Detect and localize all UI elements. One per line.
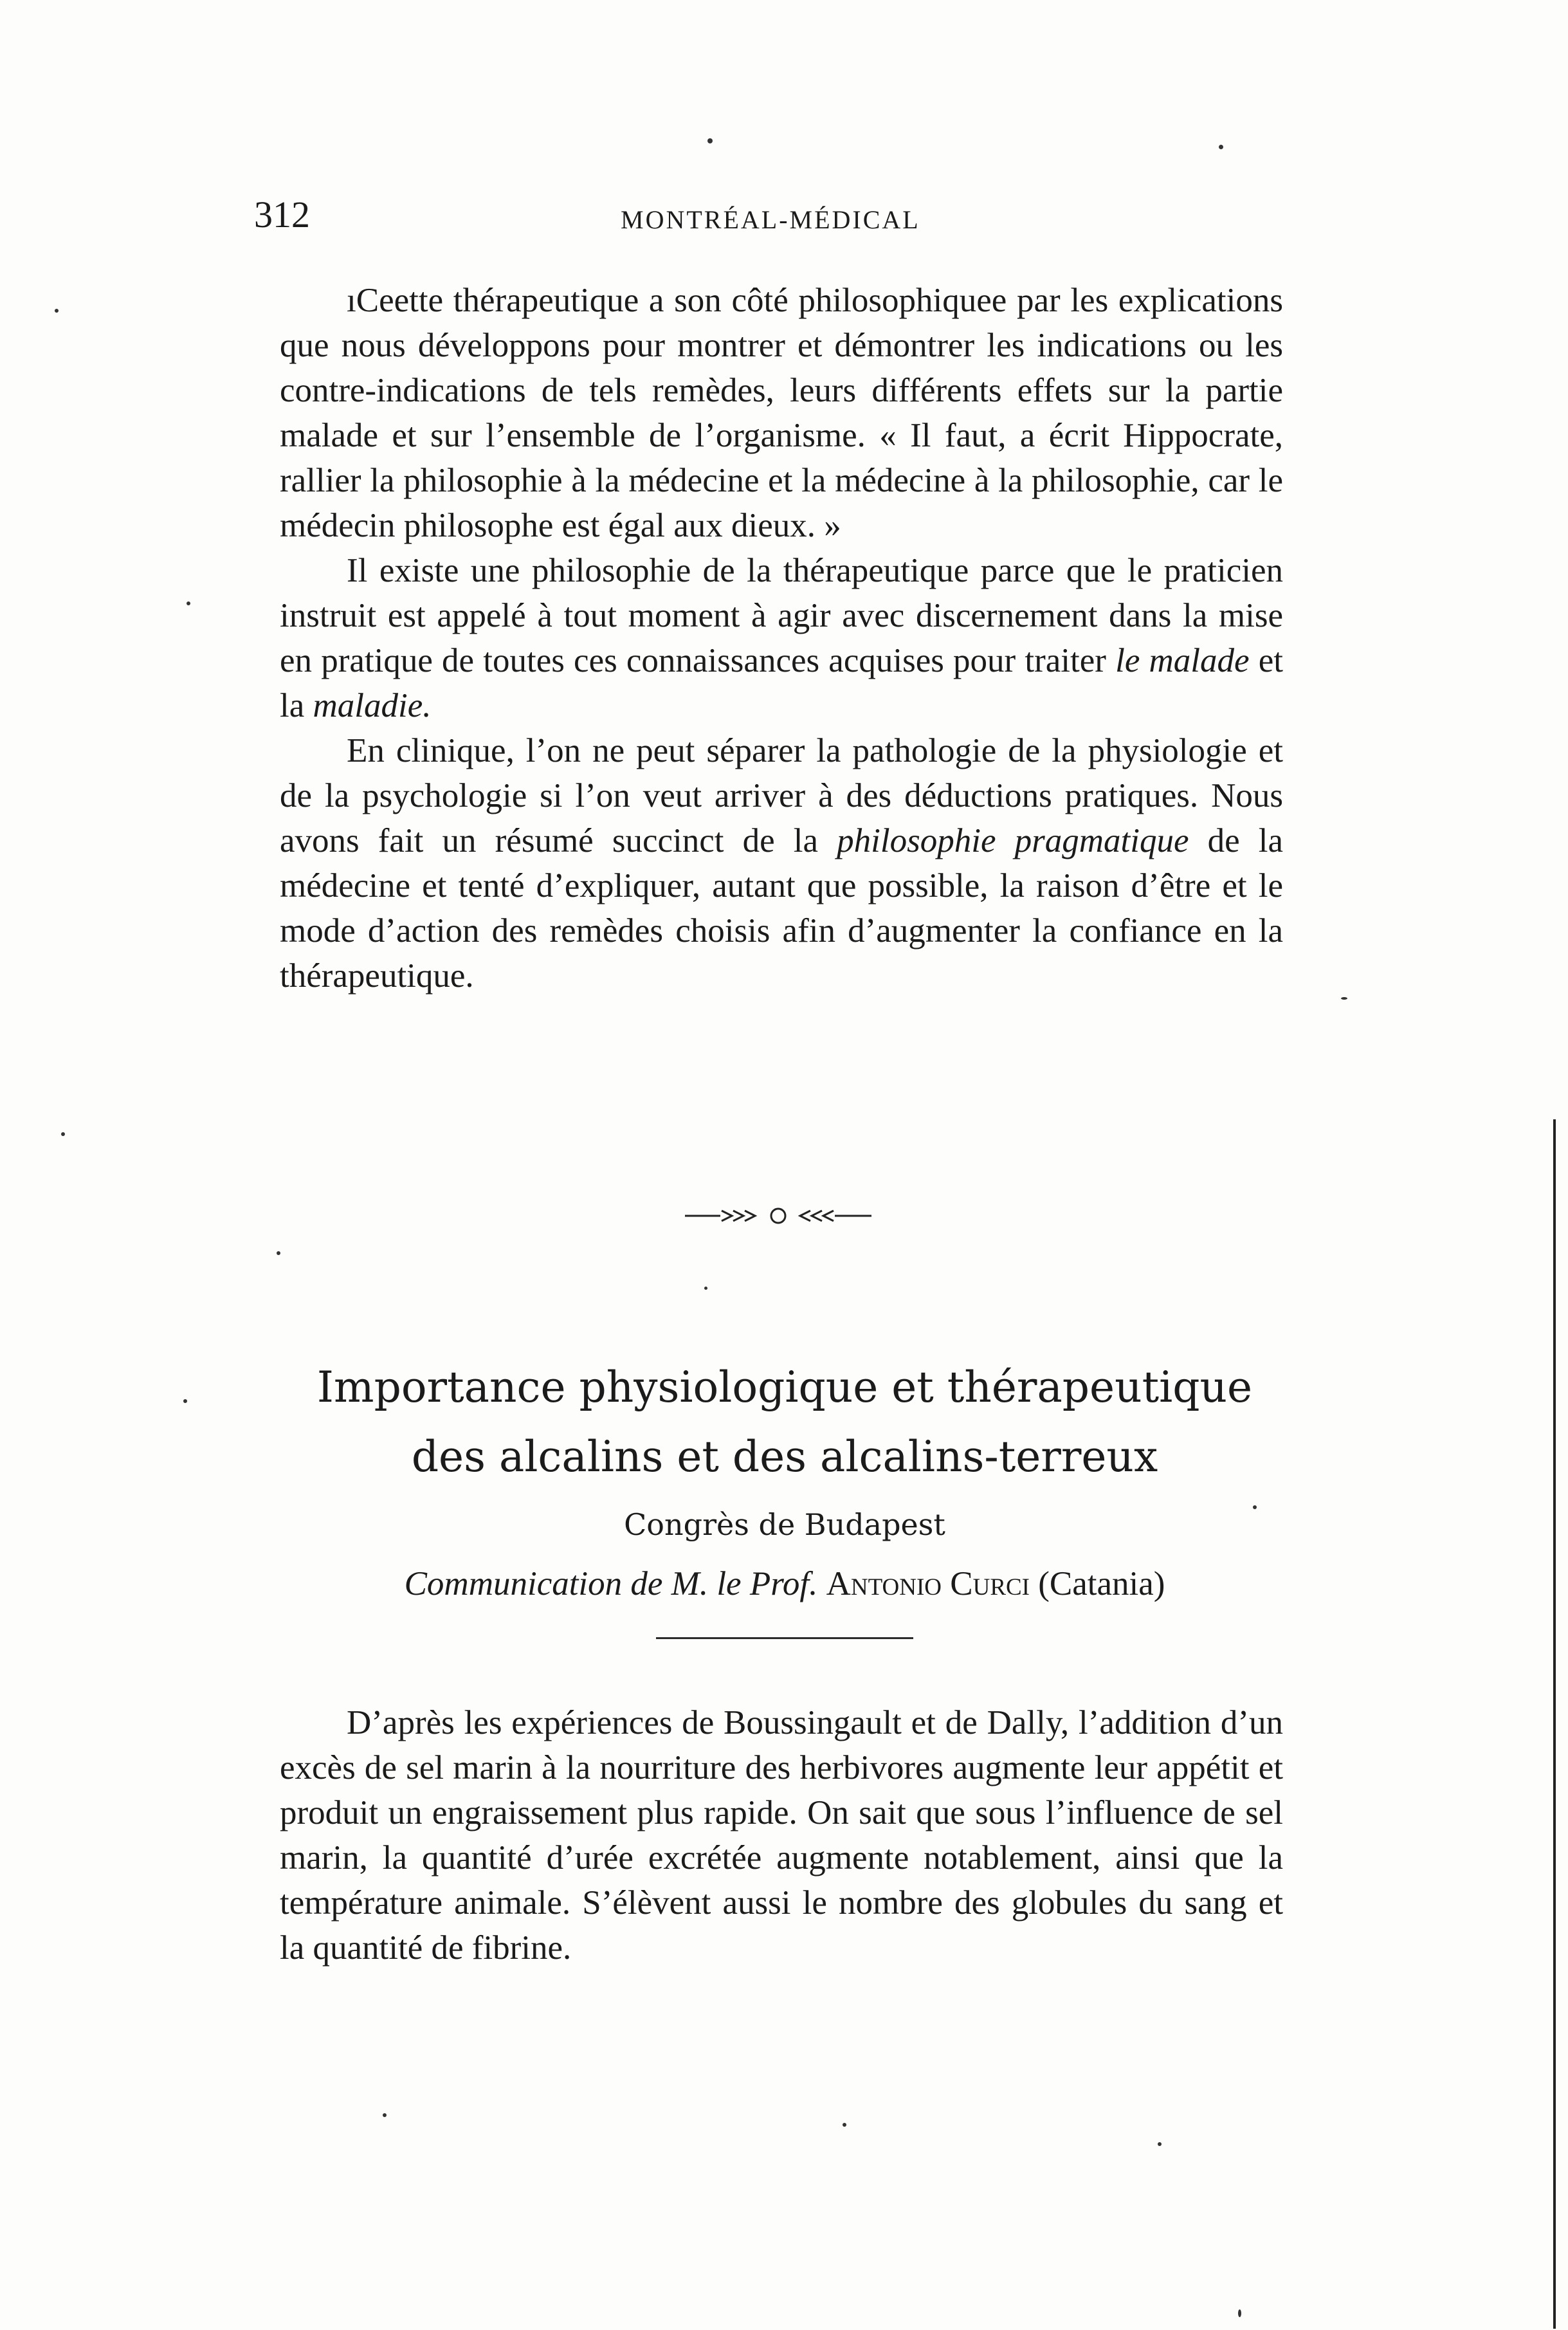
scan-speck bbox=[843, 2123, 846, 2127]
scan-speck bbox=[707, 138, 713, 143]
scan-speck bbox=[1219, 145, 1223, 149]
ornament-center bbox=[771, 1209, 785, 1223]
scan-speck bbox=[61, 1132, 65, 1136]
scan-speck bbox=[277, 1251, 280, 1255]
margin-strip bbox=[1553, 1119, 1556, 2329]
scan-speck bbox=[55, 309, 59, 313]
scan-speck bbox=[1238, 2309, 1241, 2317]
scan-speck bbox=[383, 2113, 387, 2117]
scan-speck bbox=[704, 1287, 707, 1290]
ornament-arrows-left bbox=[722, 1211, 755, 1221]
article-text bbox=[280, 1700, 1283, 1970]
article-title-line-1: Importance physiologique et thérapeutique bbox=[316, 1362, 1253, 1412]
paragraph-3-text: En clinique, l’on ne peut séparer la pathologie de la physiologie et de la psychologie si l’on veut arriver à des déductions pratiques. Nous avons fait un résumé succinct de la bbox=[280, 732, 1283, 859]
scan-speck bbox=[1253, 1505, 1257, 1509]
paragraph-3-rest: de la médecine et tenté d’expliquer, autant que possible, la raison d’être et le mode d’action des remèdes choisis afin d’augmenter la confiance en la thérapeutique. bbox=[280, 822, 1283, 995]
paragraph-1: ıCeette thérapeutique a son côté philosophiquee par les explications que nous développons pour montrer et démontrer les indications ou les contre-indications de tels remèdes, leurs différents effets sur la partie malade et sur l’ensemble de l’organisme. « Il faut, a écrit Hippocrate, rallier la philosophie à la médecine et la médecine à la philosophie, car le médecin philosophe est égal aux dieux. » bbox=[280, 282, 1283, 544]
byline-place: (Catania) bbox=[1038, 1565, 1165, 1602]
ornament-divider bbox=[682, 1203, 875, 1229]
article-subtitle: Congrès de Budapest bbox=[624, 1507, 945, 1542]
emphasis-maladie: maladie. bbox=[313, 687, 432, 724]
paragraph-2 bbox=[280, 548, 1283, 728]
paragraph-3 bbox=[280, 728, 1283, 998]
running-head: MONTRÉAL-MÉDICAL bbox=[621, 205, 920, 234]
article-paragraph-1: D’après les expériences de Boussingault et de Dally, l’addition d’un excès de sel marin à la nourriture des herbivores augmente leur appétit et produit un engraissement plus rapide. On sait que sous l’influence de sel marin, la quantité d’urée excrétée augmente notablement, ainsi que la température animale. S’élèvent aussi le nombre des globules du sang et la quantité de fibrine. bbox=[280, 1704, 1283, 1967]
paragraph-2-mid: et la bbox=[280, 642, 1283, 724]
byline-prefix: Communication de M. le Prof. bbox=[404, 1565, 818, 1602]
byline-author: Antonio Curci bbox=[826, 1565, 1030, 1602]
continued-text bbox=[280, 278, 1283, 998]
title-rule bbox=[656, 1637, 913, 1639]
scan-speck bbox=[187, 601, 190, 605]
article-byline bbox=[193, 1564, 1376, 1603]
scan-speck bbox=[1158, 2142, 1162, 2146]
article-title-line-2: des alcalins et des alcalins-terreux bbox=[411, 1432, 1158, 1481]
paragraph-2-text: Il existe une philosophie de la thérapeutique parce que le praticien instruit est appelé à tout moment à agir avec discernement dans la mise en pratique de toutes ces connaissances acquises pour traiter bbox=[280, 552, 1283, 679]
scan-speck bbox=[183, 1399, 187, 1403]
emphasis-le-malade: le malade bbox=[1115, 642, 1250, 679]
scan-speck bbox=[1341, 997, 1347, 1000]
ornament-arrows-right bbox=[800, 1211, 834, 1221]
emphasis-philosophie-pragmatique: philosophie pragmatique bbox=[837, 822, 1189, 859]
page-number: 312 bbox=[254, 194, 310, 235]
